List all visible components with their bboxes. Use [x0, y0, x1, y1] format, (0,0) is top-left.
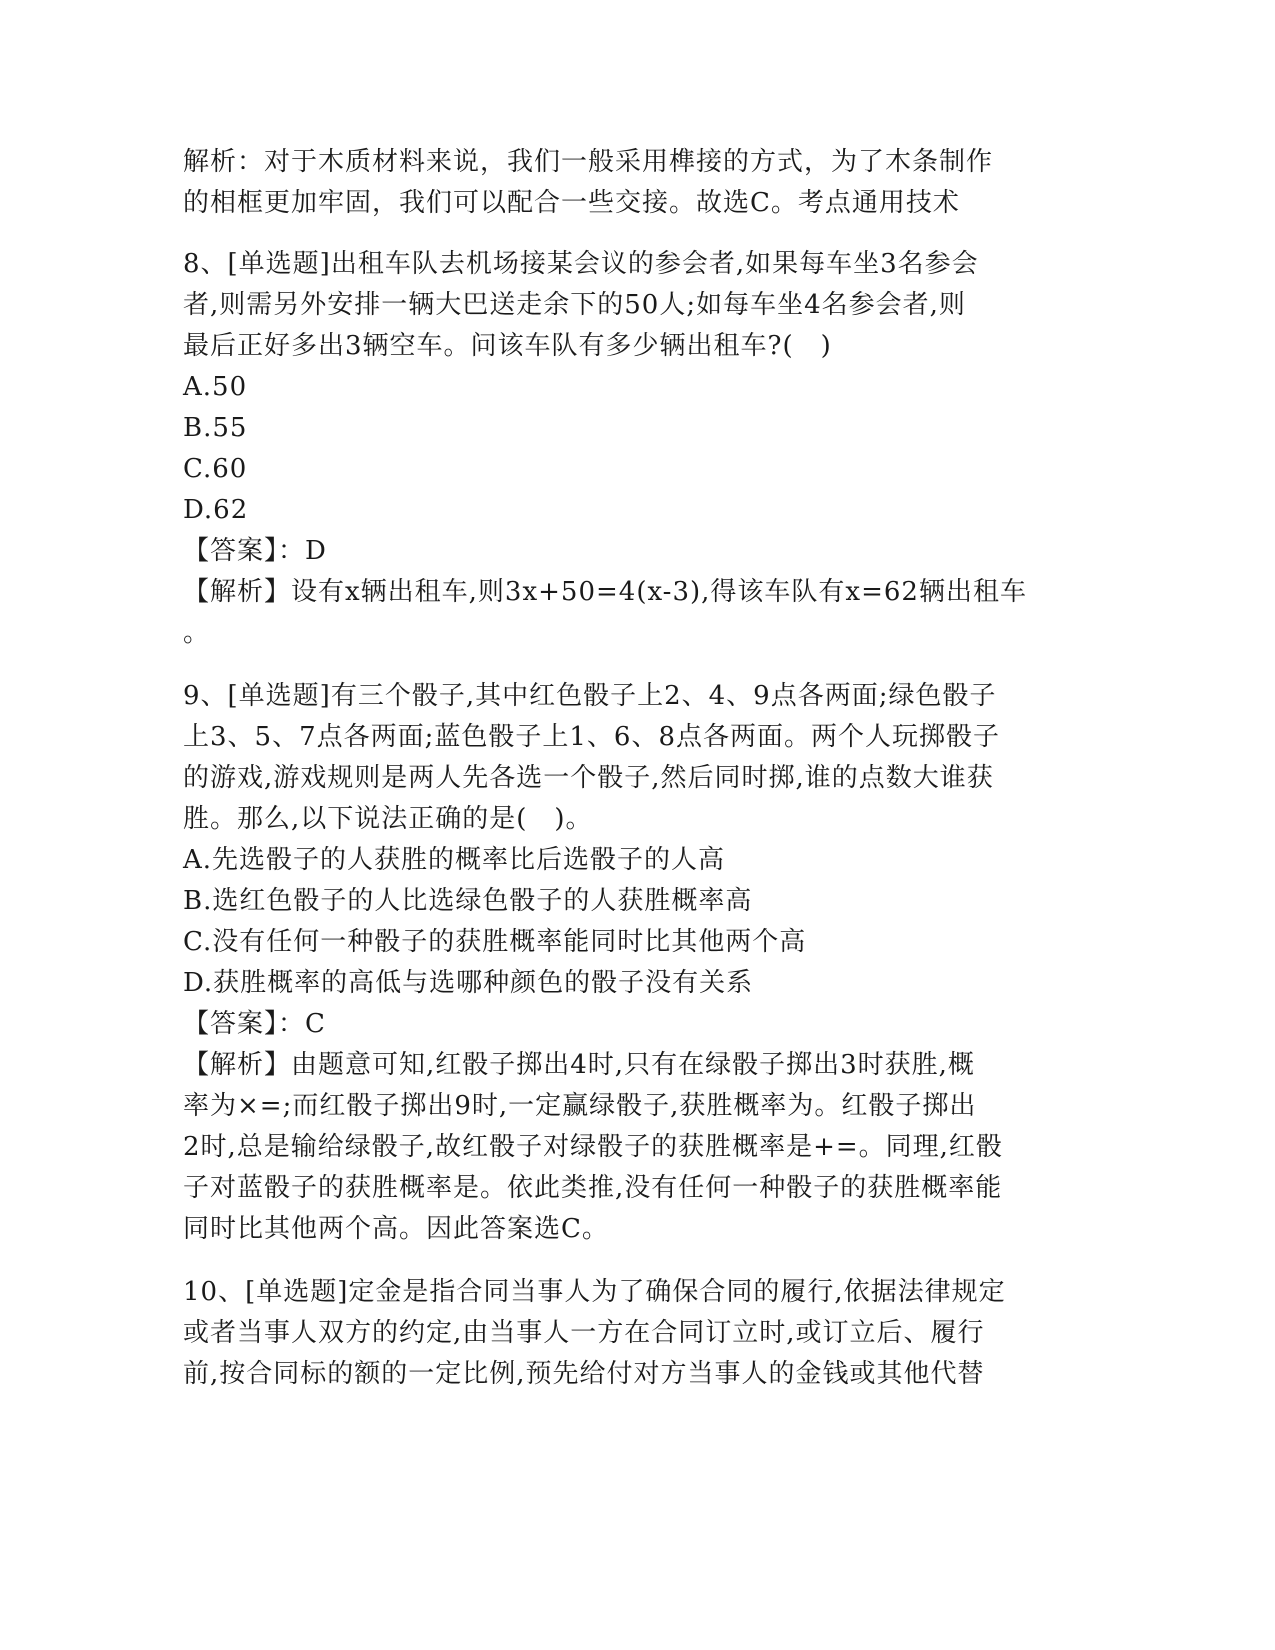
q9-option-c: C.没有任何一种骰子的获胜概率能同时比其他两个高 — [183, 927, 807, 957]
q9-stem-line: 的游戏,游戏规则是两人先各选一个骰子,然后同时掷,谁的点数大谁获 — [183, 763, 994, 793]
q8-option-d: D.62 — [183, 495, 249, 525]
q9-explanation-line: 率为×=;而红骰子掷出9时,一定赢绿骰子,获胜概率为。红骰子掷出 — [183, 1091, 977, 1121]
q8-stem-line: 8、[单选题]出租车队去机场接某会议的参会者,如果每车坐3名参会 — [183, 249, 979, 279]
q9-explanation-line: 2时,总是输给绿骰子,故红骰子对绿骰子的获胜概率是+=。同理,红骰 — [183, 1132, 1003, 1162]
q8-option-c: C.60 — [183, 454, 248, 484]
q9-stem-line: 胜。那么,以下说法正确的是( )。 — [183, 804, 593, 834]
q9-option-b: B.选红色骰子的人比选绿色骰子的人获胜概率高 — [183, 886, 753, 916]
prev-explanation-line: 的相框更加牢固，我们可以配合一些交接。故选C。考点通用技术 — [183, 188, 960, 218]
q8-stem-line: 最后正好多出3辆空车。问该车队有多少辆出租车?( ) — [183, 331, 832, 361]
q8-explanation-line: 【解析】设有x辆出租车,则3x+50=4(x-3),得该车队有x=62辆出租车 — [183, 577, 1027, 607]
q9-answer: 【答案】：C — [183, 1009, 326, 1039]
q9-stem-line: 上3、5、7点各两面;蓝色骰子上1、6、8点各两面。两个人玩掷骰子 — [183, 722, 1001, 752]
q9-stem-line: 9、[单选题]有三个骰子,其中红色骰子上2、4、9点各两面;绿色骰子 — [183, 681, 997, 711]
q9-explanation-line: 子对蓝骰子的获胜概率是。依此类推,没有任何一种骰子的获胜概率能 — [183, 1173, 1003, 1203]
q10-stem-line: 前,按合同标的额的一定比例,预先给付对方当事人的金钱或其他代替 — [183, 1359, 985, 1389]
prev-explanation-line: 解析：对于木质材料来说，我们一般采用榫接的方式，为了木条制作 — [183, 147, 994, 177]
q9-explanation-line: 【解析】由题意可知,红骰子掷出4时,只有在绿骰子掷出3时获胜,概 — [183, 1050, 975, 1080]
q8-stem-line: 者,则需另外安排一辆大巴送走余下的50人;如每车坐4名参会者,则 — [183, 290, 966, 320]
q8-answer: 【答案】：D — [183, 536, 327, 566]
q10-stem-line: 或者当事人双方的约定,由当事人一方在合同订立时,或订立后、履行 — [183, 1318, 985, 1348]
q10-stem-line: 10、[单选题]定金是指合同当事人为了确保合同的履行,依据法律规定 — [183, 1277, 1006, 1307]
q8-explanation-line: 。 — [183, 618, 211, 648]
q9-explanation-line: 同时比其他两个高。因此答案选C。 — [183, 1214, 609, 1244]
q9-option-a: A.先选骰子的人获胜的概率比后选骰子的人高 — [183, 845, 726, 875]
q8-option-a: A.50 — [183, 372, 248, 402]
q8-option-b: B.55 — [183, 413, 248, 443]
q9-option-d: D.获胜概率的高低与选哪种颜色的骰子没有关系 — [183, 968, 754, 998]
